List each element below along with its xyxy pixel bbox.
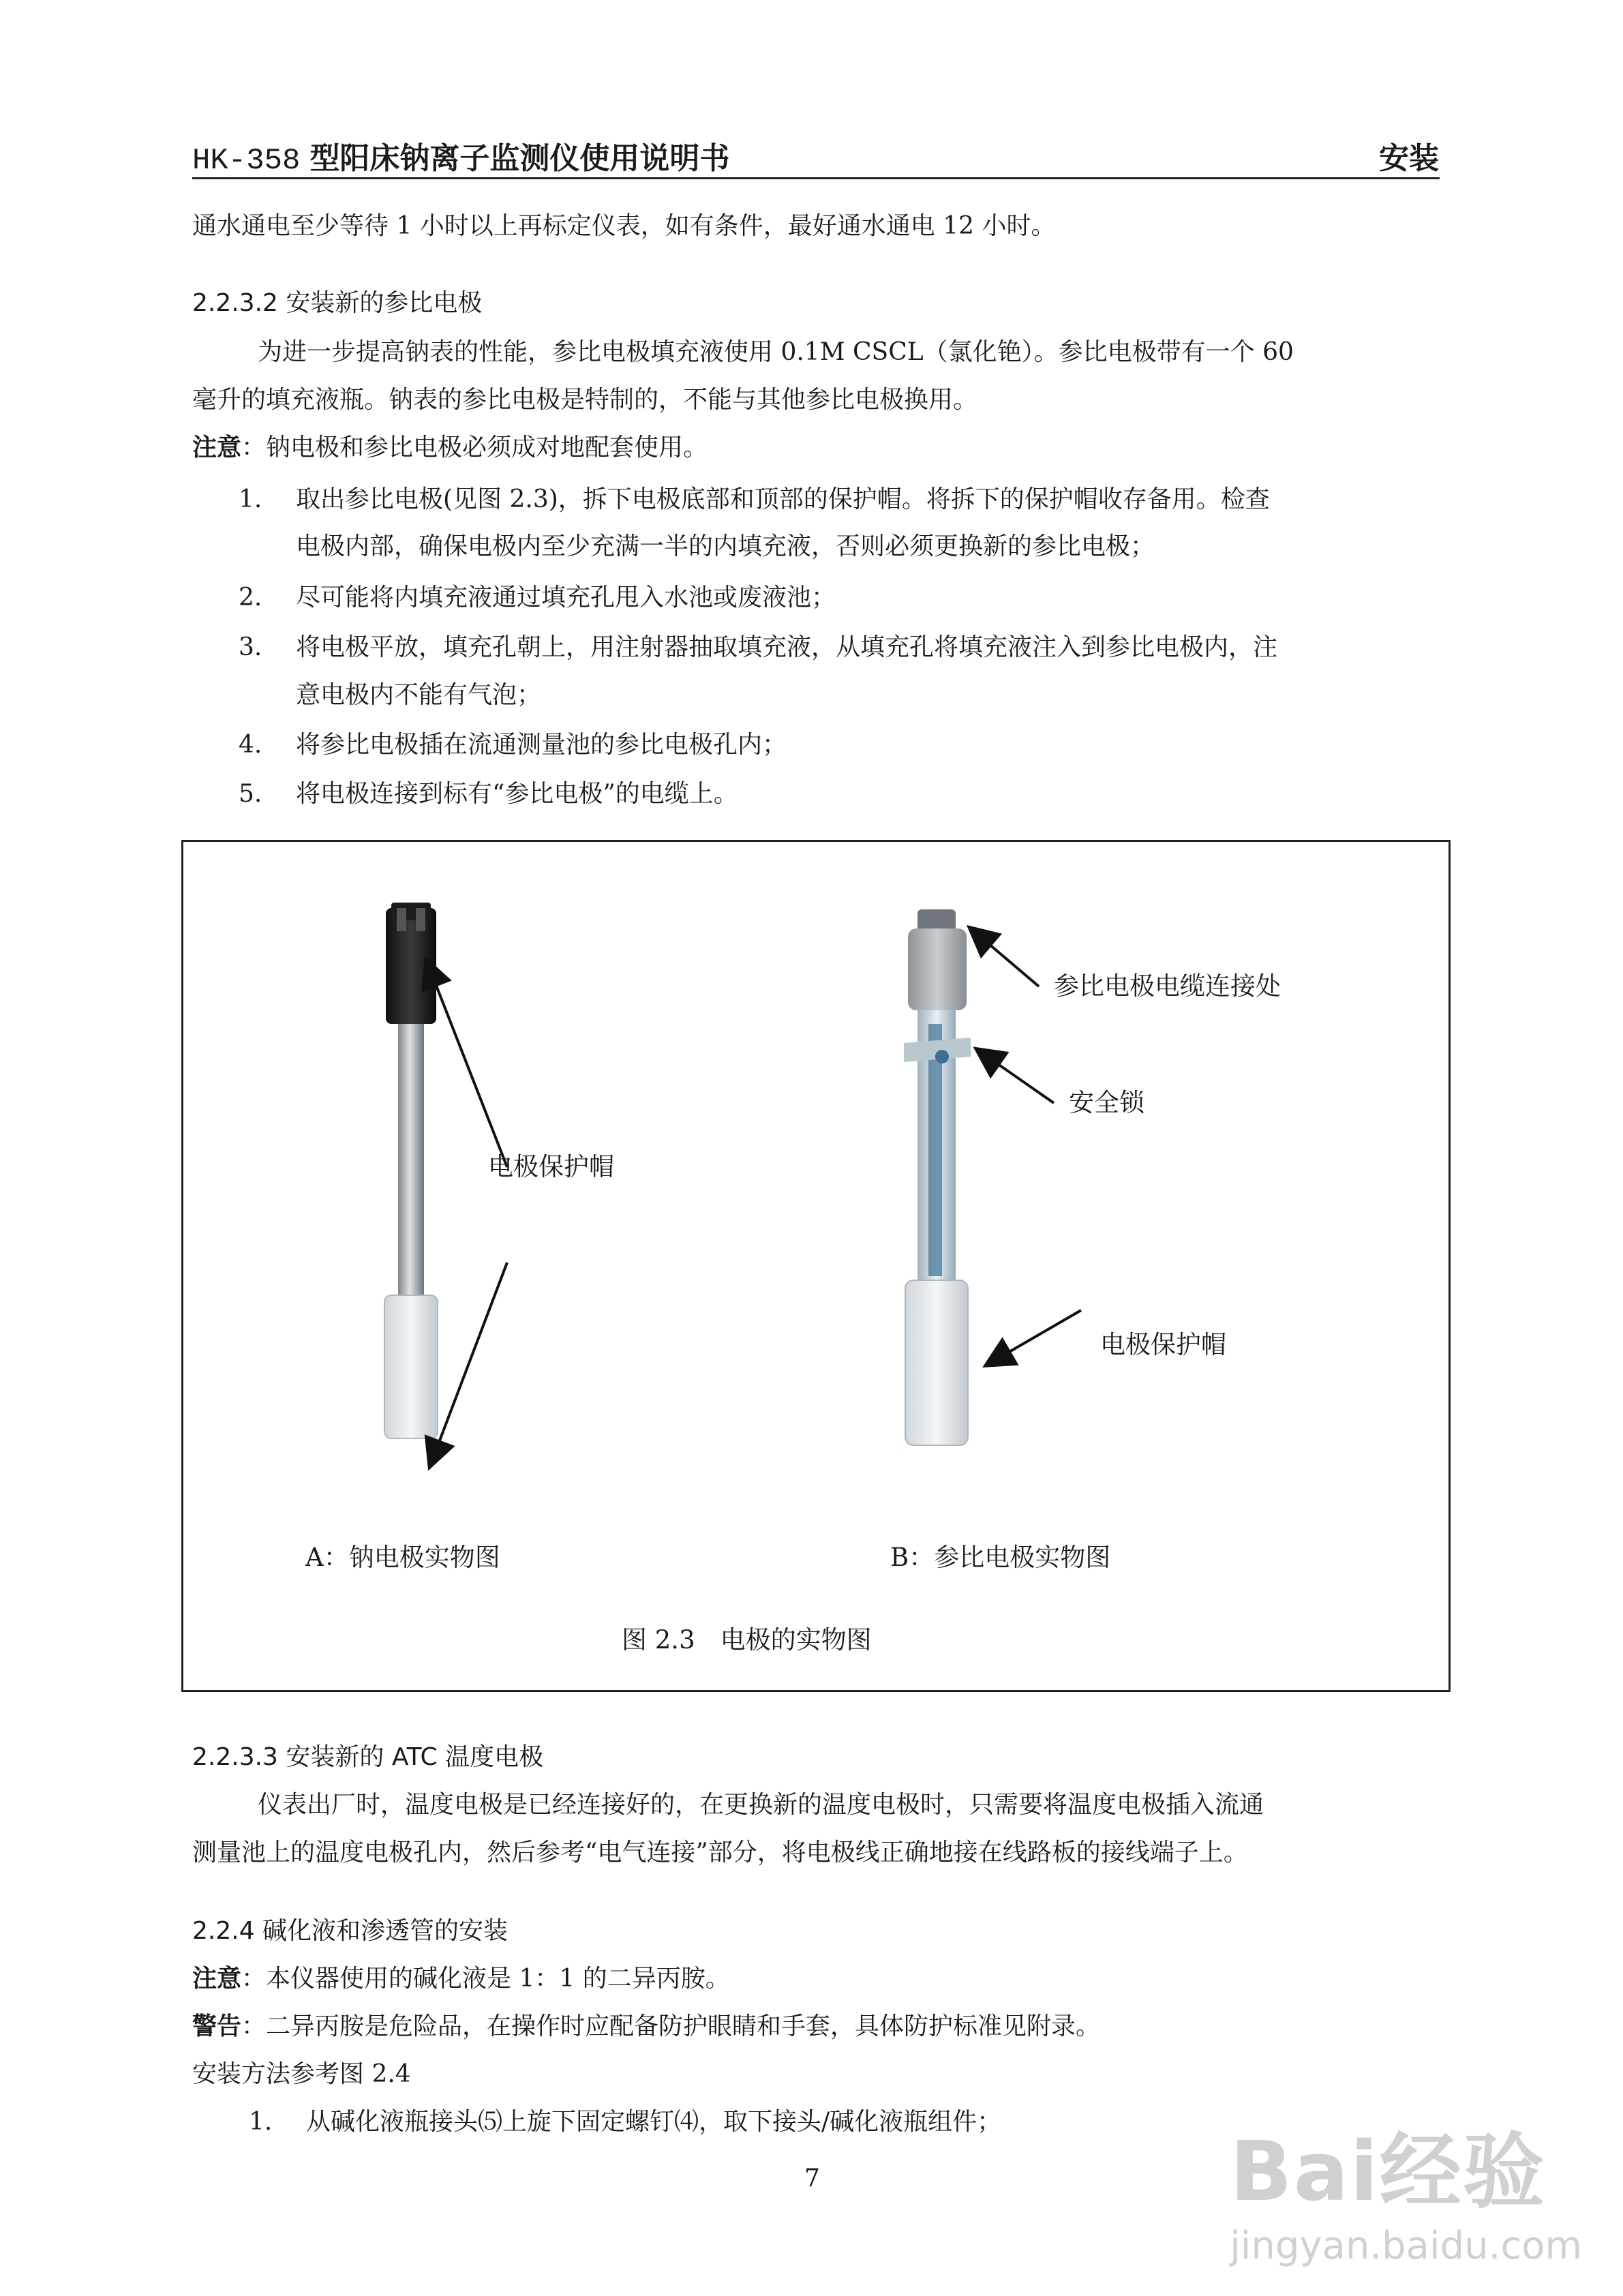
para-2232-line2: 毫升的填充液瓶。钠表的参比电极是特制的，不能与其他参比电极换用。 — [192, 386, 978, 414]
note-2232 — [192, 434, 708, 462]
step-text: 取出参比电极(见图 2.3)，拆下电极底部和顶部的保护帽。将拆下的保护帽收存备用。检查 — [296, 485, 1270, 513]
step-text: 将电极平放，填充孔朝上，用注射器抽取填充液，从填充孔将填充液注入到参比电极内，注 — [296, 633, 1278, 661]
warning-224 — [192, 2013, 1100, 2040]
step-text: 从碱化液瓶接头⑸上旋下固定螺钉⑷，取下接头/碱化液瓶组件； — [306, 2108, 1002, 2136]
note-text: ：钠电极和参比电极必须成对地配套使用。 — [241, 434, 708, 462]
label-safety-lock: 安全锁 — [1069, 1088, 1144, 1117]
label-cap-b: 电极保护帽 — [1100, 1330, 1226, 1359]
arrow-cap-a-bottom — [430, 1263, 507, 1466]
step-number: 1. — [249, 2108, 273, 2136]
step-1-cont: 电极内部，确保电极内至少充满一半的内填充液，否则必须更换新的参比电极； — [296, 532, 1155, 560]
para-2233-line1: 仪表出厂时，温度电极是已经连接好的，在更换新的温度电极时，只需要将温度电极插入流通 — [258, 1791, 1264, 1819]
para-2232-line1: 为进一步提高钠表的性能，参比电极填充液使用 0.1M CSCL（氯化铯）。参比电极带有一个 60 — [258, 338, 1294, 366]
note-224 — [192, 1965, 730, 1993]
label-cap-a: 电极保护帽 — [488, 1152, 614, 1181]
label-cable-connector: 参比电极电缆连接处 — [1054, 971, 1281, 1001]
header-rule — [192, 177, 1440, 179]
heading-2232: 2.2.3.2 安装新的参比电极 — [192, 289, 483, 317]
step-number: 2. — [239, 584, 262, 611]
step-text: 尽可能将内填充液通过填充孔甩入水池或废液池； — [296, 584, 836, 611]
step-224-1 — [249, 2109, 1001, 2136]
warning-label: 警告 — [192, 2012, 242, 2040]
reference-electrode-photo — [904, 909, 971, 1445]
arrow-safety-lock — [977, 1050, 1054, 1103]
step-3-cont: 意电极内不能有气泡； — [296, 681, 542, 709]
step-3 — [239, 634, 1277, 661]
step-2 — [239, 584, 836, 611]
step-number: 5. — [239, 780, 262, 808]
arrow-cap-a-top — [427, 961, 507, 1167]
note-text: ：本仪器使用的碱化液是 1：1 的二异丙胺。 — [241, 1965, 730, 1993]
caption-a: A：钠电极实物图 — [305, 1543, 500, 1572]
running-header-title — [192, 134, 729, 178]
sodium-electrode-photo — [384, 903, 438, 1438]
header-model: HK-358 — [192, 144, 301, 178]
header-manual-title: 型阳床钠离子监测仪使用说明书 — [309, 141, 730, 176]
note-label: 注意 — [192, 1965, 242, 1993]
heading-224: 2.2.4 碱化液和渗透管的安装 — [192, 1917, 509, 1945]
step-4 — [239, 731, 787, 759]
caption-b: B：参比电极实物图 — [890, 1543, 1111, 1572]
install-method-ref: 安装方法参考图 2.4 — [192, 2060, 411, 2088]
page-number: 7 — [804, 2164, 820, 2192]
step-5 — [239, 781, 738, 808]
step-1 — [239, 486, 1270, 513]
baidu-watermark — [1230, 2106, 1582, 2268]
step-text: 将电极连接到标有“参比电极”的电缆上。 — [296, 780, 738, 808]
note-label: 注意 — [192, 434, 242, 462]
step-number: 1. — [239, 485, 262, 513]
header-section: 安装 — [1379, 141, 1439, 176]
watermark-brand: Bai经验 — [1230, 2125, 1546, 2220]
arrow-cable-connector — [971, 928, 1039, 986]
watermark-url: jingyan.baidu.com — [1230, 2224, 1582, 2268]
step-number: 3. — [239, 633, 262, 661]
heading-2233: 2.2.3.3 安装新的 ATC 温度电极 — [192, 1743, 544, 1771]
step-text: 将参比电极插在流通测量池的参比电极孔内； — [296, 731, 787, 759]
arrow-cap-b — [987, 1310, 1081, 1365]
step-number: 4. — [239, 731, 262, 759]
warning-text: ：二异丙胺是危险品，在操作时应配备防护眼睛和手套，具体防护标准见附录。 — [241, 2012, 1101, 2040]
figure-caption: 图 2.3 电极的实物图 — [622, 1625, 872, 1655]
intro-line: 通水通电至少等待 1 小时以上再标定仪表，如有条件，最好通水通电 12 小时。 — [192, 212, 1056, 240]
para-2233-line2: 测量池上的温度电极孔内，然后参考“电气连接”部分，将电极线正确地接在线路板的接线端子上。 — [192, 1839, 1248, 1867]
